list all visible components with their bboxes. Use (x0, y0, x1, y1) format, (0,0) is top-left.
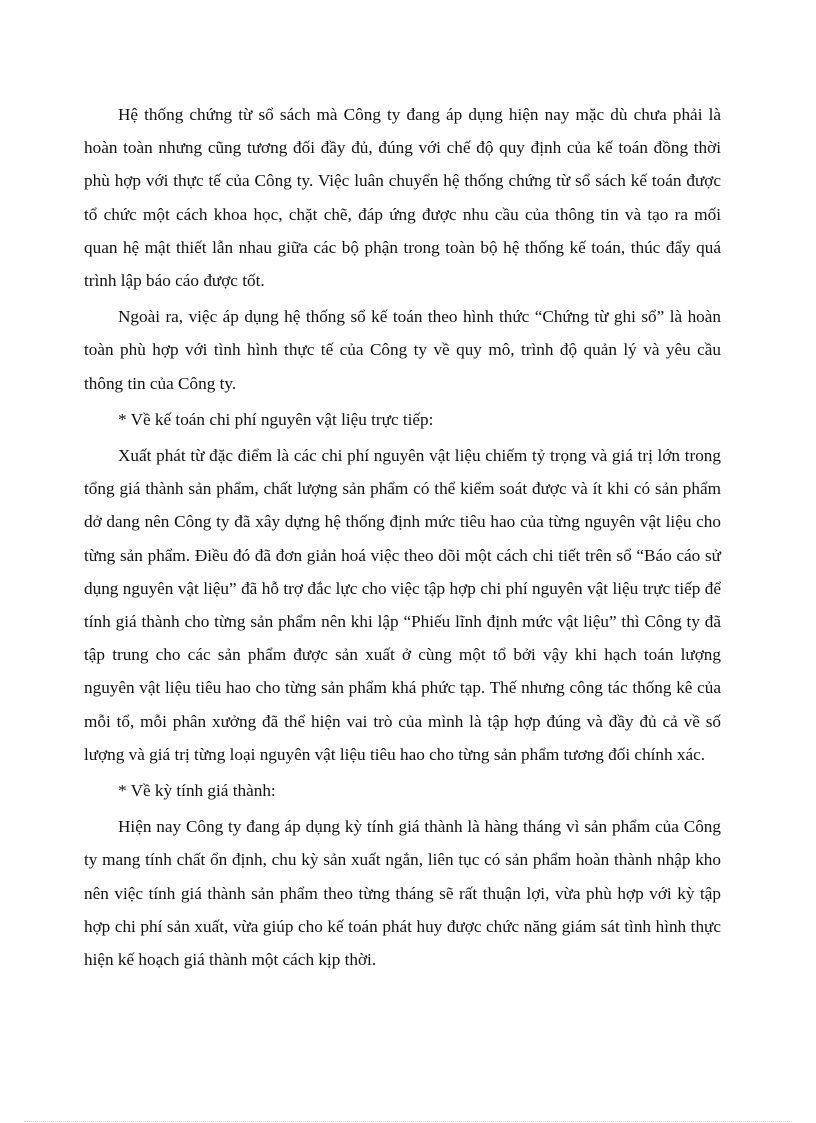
paragraph-ledger-system: Ngoài ra, việc áp dụng hệ thống sổ kế toán theo hình thức “Chứng từ ghi sổ” là hoàn toàn phù hợp với tình hình thực tế của Công ty về quy mô, trình độ quản lý và yêu cầu thông tin của Công ty. (84, 307, 721, 393)
paragraph-accounting-documents: Hệ thống chứng từ sổ sách mà Công ty đang áp dụng hiện nay mặc dù chưa phải là hoàn toàn nhưng cũng tương đối đầy đủ, đúng với chế độ quy định của kế toán đồng thời phù hợp với thực tế của Công ty. Việc luân chuyển hệ thống chứng từ sổ sách kế toán được tổ chức một cách khoa học, chặt chẽ, đáp ứng được nhu cầu của thông tin và tạo ra mối quan hệ mật thiết lẫn nhau giữa các bộ phận trong toàn bộ hệ thống kế toán, thúc đẩy quá trình lập báo cáo được tốt. (84, 105, 721, 291)
page-bottom-divider (24, 1121, 792, 1122)
paragraph-costing-period: Hiện nay Công ty đang áp dụng kỳ tính giá thành là hàng tháng vì sản phẩm của Công ty mang tính chất ổn định, chu kỳ sản xuất ngắn, liên tục có sản phẩm hoàn thành nhập kho nên việc tính giá thành sản phẩm theo từng tháng sẽ rất thuận lợi, vừa phù hợp với kỳ tập hợp chi phí sản xuất, vừa giúp cho kế toán phát huy được chức năng giám sát tình hình thực hiện kế hoạch giá thành một cách kịp thời. (84, 817, 721, 970)
document-body (84, 98, 721, 979)
paragraph-direct-material-cost: Xuất phát từ đặc điểm là các chi phí nguyên vật liệu chiếm tỷ trọng và giá trị lớn trong tổng giá thành sản phẩm, chất lượng sản phẩm có thể kiểm soát được và ít khi có sản phẩm dở dang nên Công ty đã xây dựng hệ thống định mức tiêu hao của từng nguyên vật liệu cho từng sản phẩm. Điều đó đã đơn giản hoá việc theo dõi một cách chi tiết trên sổ “Báo cáo sử dụng nguyên vật liệu” đã hỗ trợ đắc lực cho việc tập hợp chi phí nguyên vật liệu trực tiếp để tính giá thành cho từng sản phẩm nên khi lập “Phiếu lĩnh định mức vật liệu” thì Công ty đã tập trung cho các sản phẩm được sản xuất ở cùng một tổ bởi vậy khi hạch toán lượng nguyên vật liệu tiêu hao cho từng sản phẩm khá phức tạp. Thế nhưng công tác thống kê của mỗi tổ, mỗi phân xưởng đã thể hiện vai trò của mình là tập hợp đúng và đầy đủ cả về số lượng và giá trị từng loại nguyên vật liệu tiêu hao cho từng sản phẩm tương đối chính xác. (84, 446, 721, 764)
section-heading-costing-period: * Về kỳ tính giá thành: (118, 781, 276, 801)
section-heading-direct-material-cost: * Về kế toán chi phí nguyên vật liệu trực tiếp: (118, 409, 434, 429)
